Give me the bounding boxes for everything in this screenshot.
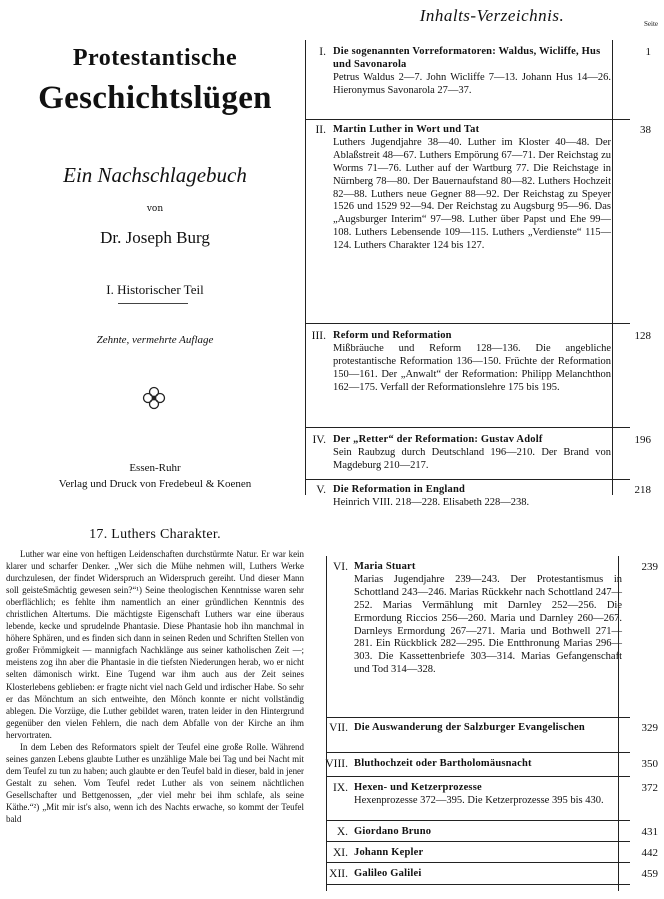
toc-divider — [305, 323, 630, 324]
toc-entry-page: 218 — [634, 484, 651, 496]
toc-entry-body — [333, 46, 611, 98]
toc-column-rule — [326, 556, 327, 891]
toc-entry-body — [333, 434, 611, 473]
toc-entry-description: Mißbräuche und Reform 128—136. Die angebliche protestantische Reformation 136—150. Früchte der Reformation 150—161. Der „Anwalt“ der Reformation: Philipp Melanchthon 162—175. Verfall der Reformationslehre 175 bis 195. — [333, 342, 611, 393]
toc-entry-body — [354, 758, 622, 771]
edition-note: Zehnte, vermehrte Auflage — [96, 334, 214, 346]
volume-part: I. Historischer Teil — [106, 282, 204, 297]
publisher-place: Essen-Ruhr — [129, 462, 181, 474]
toc-entry-page: 329 — [641, 722, 658, 734]
toc-entry-page: 442 — [641, 847, 658, 859]
toc-divider — [326, 776, 630, 777]
chapter-title: 17. Luthers Charakter. — [89, 527, 221, 542]
by-label: von — [146, 204, 164, 214]
toc-entry-number: IV. — [312, 434, 326, 446]
book-title-line2: Geschichtslügen — [38, 80, 272, 116]
toc-entry-description: Hexenprozesse 372—395. Die Ketzerprozesse 395 bis 430. — [354, 794, 604, 806]
toc-entry-description: Marias Jugendjahre 239—243. Der Protestantismus in Schottland 243—246. Marias Rückkehr nach Schottland 247—252. Marias Vermählung mit Darnley 252—256. Die Ermordung Riccios 256—260. Maria und Darnley 260—267. Darnleys Ermordung 267—271. Maria und Bothwell 271—281. Ein Rückblick 282—295. Die Entthronung Marias 296—303. Die Kassettenbriefe 303—314. Marias Gefangenschaft und Tod 314—328. — [354, 573, 622, 676]
toc-entry-number: VII. — [329, 722, 348, 734]
toc-entry-heading: Die Auswanderung der Salzburger Evangelischen — [354, 722, 585, 733]
toc-entry-description: Sein Raubzug durch Deutschland 196—210. Der Brand von Magdeburg 210—217. — [333, 446, 611, 471]
toc-entry-body — [333, 330, 611, 395]
toc-entry-page: 239 — [641, 561, 658, 573]
toc-entry-body — [354, 561, 622, 677]
toc-title: Inhalts-Verzeichnis. — [419, 6, 565, 25]
toc-entry-body — [333, 484, 611, 510]
toc-divider — [326, 717, 630, 718]
toc-entry-heading: Hexen- und Ketzerprozesse — [354, 782, 482, 793]
ornament-icon — [141, 385, 167, 411]
page-column-label: Seite — [644, 20, 658, 28]
toc-divider — [305, 119, 630, 120]
toc-entry-body — [354, 722, 622, 735]
chapter-body — [6, 548, 304, 825]
toc-entry-number: VI. — [332, 561, 348, 573]
toc-entry-heading: Galileo Galilei — [354, 868, 422, 879]
toc-entry-heading: Johann Kepler — [354, 847, 424, 858]
author-name: Dr. Joseph Burg — [100, 228, 210, 247]
toc-entry-page: 196 — [634, 434, 651, 446]
toc-entry-body — [354, 782, 622, 808]
toc-entry-page: 128 — [634, 330, 651, 342]
toc-entry-heading: Reform und Reformation — [333, 330, 452, 341]
toc-divider — [326, 841, 630, 842]
publisher-name: Verlag und Druck von Fredebeul & Koenen — [58, 478, 252, 490]
toc-entry-heading: Die Reformation in England — [333, 484, 466, 495]
chapter-paragraph: Luther war eine von heftigen Leidenschaften durchstürmte Natur. Er war kein klarer und scharfer Denker. „Wer sich die Mühe nehmen will, Luthers Werke durchzulesen, der findet Widerspruch an Widerspruch gereiht. Und dieser Mann soll geisteSmächtig gewesen sein?“¹) Seine theologischen Kenntnisse waren sehr oberflächlich; es fehlte ihm namentlich an einer gründlichen Kenntnis des christlichen Altertums. Die mächtigste Eigenschaft Luthers war eine überaus lebende, kecke und sprudelnde Phantasie. Diese Phantasie hob ihn manchmal in höhere Sphären, und es finden sich dann in seinen Reden und Schriften Stellen von großer Frömmigkeit — mannigfach Nachklänge aus seiner katholischen Zeit —; meistens zog ihn aber die Phantasie in die tiefsten Niederungen herab, wo er nicht selten dämonisch wirkt. Eine Tugend war ihm auch aus der Zeit seines Klosterlebens geblieben: er fragte nicht viel nach Geld und irdischer Habe. So sehr er das Mönchtum an sich entweihte, den Mönch konnte er nicht vollständig ablegen. Die Vorzüge, die Luther gebildet waren, traten leider in den Hintergrund gegenüber den vielen Fehlern, die nach dem Abfalle von der Kirche an ihm hervortraten. — [6, 549, 304, 740]
chapter-paragraph: In dem Leben des Reformators spielt der Teufel eine große Rolle. Während seines ganzen Lebens glaubte Luther es unzählige Male bei Tag und bei Nacht mit dem Teufel zu tun zu haben; auch glaubte er den Teufel bald in dieser, bald in jener Gestalt zu sehen. Vom Teufel redet Luther als von seinem nächtlichen Gesellschafter und Bettgenossen, „der viel mehr bei ihm schlafe, als seine Käthe.“²) „Mit mir ist's also, wenn ich des Nachts erwache, so kommt der Teufel bald — [6, 741, 304, 825]
toc-entry-heading: Der „Retter“ der Reformation: Gustav Adolf — [333, 434, 543, 445]
toc-divider — [326, 820, 630, 821]
toc-entry-body — [354, 826, 622, 839]
toc-entry-number: II. — [315, 124, 326, 136]
toc-entry-number: III. — [311, 330, 326, 342]
book-title-line1: Protestantische — [72, 45, 238, 71]
toc-divider — [305, 479, 630, 480]
toc-entry-number: IX. — [332, 782, 348, 794]
toc-column-rule — [305, 40, 306, 495]
toc-divider — [326, 884, 630, 885]
toc-divider — [326, 752, 630, 753]
toc-entry-heading: Martin Luther in Wort und Tat — [333, 124, 480, 135]
toc-entry-heading: Maria Stuart — [354, 561, 416, 572]
title-page — [0, 0, 310, 510]
toc-entry-page: 1 — [645, 46, 651, 58]
toc-entry-page: 38 — [640, 124, 651, 136]
toc-entry-number: XII. — [329, 868, 348, 880]
toc-entry-number: I. — [319, 46, 326, 58]
toc-entry-number: X. — [336, 826, 348, 838]
toc-entry-heading: Giordano Bruno — [354, 826, 432, 837]
toc-entry-page: 372 — [641, 782, 658, 794]
toc-divider — [305, 427, 630, 428]
toc-entry-heading: Die sogenannten Vorreformatoren: Waldus, Wicliffe, Hus und Savonarola — [333, 46, 601, 70]
toc-entry-number: XI. — [332, 847, 348, 859]
toc-entry-body — [354, 868, 622, 881]
toc-entry-body — [354, 847, 622, 860]
toc-entry-number: V. — [316, 484, 326, 496]
toc-entry-number: VIII. — [325, 758, 348, 770]
toc-entry-description: Petrus Waldus 2—7. John Wicliffe 7—13. Johann Hus 14—26. Hieronymus Savonarola 27—37. — [333, 71, 611, 96]
title-divider — [118, 303, 188, 304]
toc-divider — [326, 862, 630, 863]
toc-entry-page: 431 — [641, 826, 658, 838]
toc-entry-page: 459 — [641, 868, 658, 880]
toc-entry-body — [333, 124, 611, 253]
toc-entry-description: Luthers Jugendjahre 38—40. Luther im Kloster 40—48. Der Ablaßstreit 48—67. Luthers Empörung 67—71. Der Reichstag zu Worms 71—76. Luther auf der Wartburg 77. Die Reichstage in Nürnberg 78—80. Der Bauernaufstand 80—82. Luthers Hochzeit 82—88. Luthers neue Gegner 88—92. Der Reichstag zu Speyer 1526 und 1529 92—94. Der Reichstag zu Augsburg 95—96. Das „Augsburger Interim“ 97—98. Luther über Papst und Ehe 99—108. Luthers Lebensende 109—115. Luthers „Verdienste“ 115—124. Luthers Charakter 124 bis 127. — [333, 136, 611, 252]
toc-column-rule — [618, 556, 619, 891]
toc-entry-heading: Bluthochzeit oder Bartholomäusnacht — [354, 758, 532, 769]
book-subtitle: Ein Nachschlagebuch — [63, 163, 247, 187]
toc-entry-page: 350 — [641, 758, 658, 770]
toc-column-rule — [612, 40, 613, 495]
toc-entry-description: Heinrich VIII. 218—228. Elisabeth 228—238. — [333, 496, 530, 508]
